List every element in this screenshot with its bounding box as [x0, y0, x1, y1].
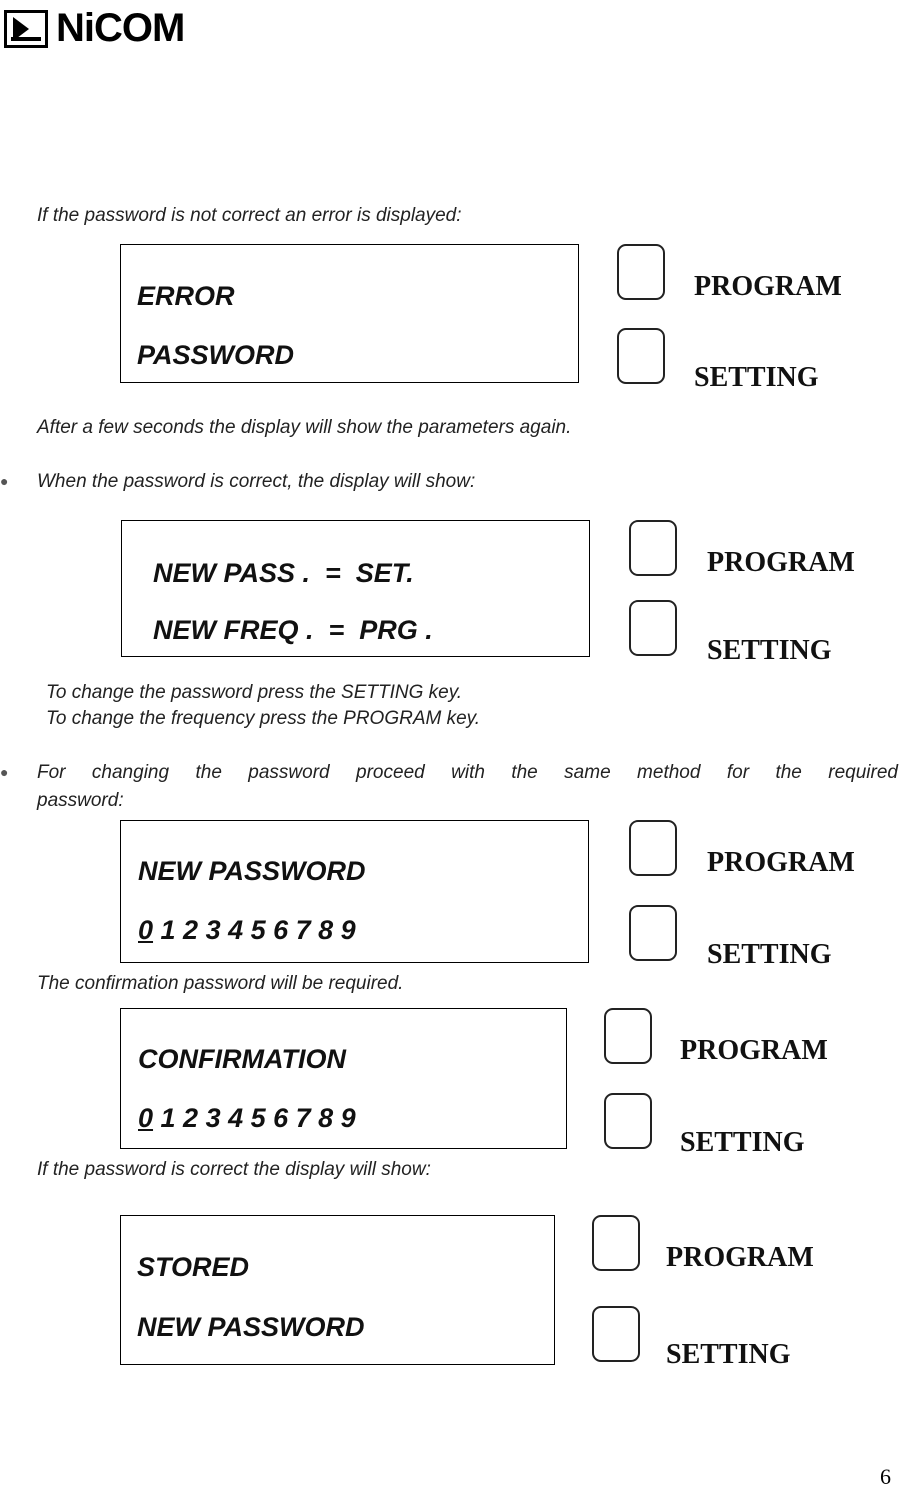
- lcd-line-1: ERROR: [137, 281, 235, 311]
- setting-key-label: SETTING: [707, 635, 832, 666]
- paragraph-after-seconds: After a few seconds the display will show the parameters again.: [37, 417, 572, 438]
- lcd-line-1: STORED: [137, 1252, 250, 1282]
- setting-key-label: SETTING: [666, 1339, 791, 1370]
- program-key-label: PROGRAM: [666, 1242, 814, 1273]
- lcd-line-2: NEW PASSWORD: [137, 1312, 365, 1342]
- paragraph-change-password: To change the password press the SETTING key.: [46, 682, 463, 703]
- lcd-display-confirmation: [120, 1008, 567, 1149]
- program-key-button[interactable]: [617, 244, 665, 300]
- digit-list: 1 2 3 4 5 6 7 8 9: [153, 915, 356, 945]
- setting-key-button[interactable]: [629, 905, 677, 961]
- lcd-display-error: [120, 244, 579, 383]
- lcd-line-1: NEW PASS . = SET.: [153, 558, 414, 588]
- lcd-line-1: CONFIRMATION: [138, 1044, 346, 1074]
- program-key-button[interactable]: [629, 820, 677, 876]
- lcd-display-new-password: [120, 820, 589, 963]
- paragraph-correct-display: If the password is correct the display will show:: [37, 1159, 431, 1180]
- program-key-label: PROGRAM: [694, 271, 842, 302]
- setting-key-label: SETTING: [680, 1127, 805, 1158]
- paragraph-change-frequency: To change the frequency press the PROGRAM key.: [46, 708, 481, 729]
- program-key-button[interactable]: [592, 1215, 640, 1271]
- setting-key-button[interactable]: [617, 328, 665, 384]
- setting-key-label: SETTING: [707, 939, 832, 970]
- bullet-icon: ●: [0, 764, 9, 780]
- lcd-line-2: NEW FREQ . = PRG .: [153, 615, 433, 645]
- setting-key-button[interactable]: [604, 1093, 652, 1149]
- lcd-line-2: [138, 915, 356, 945]
- setting-key-label: SETTING: [694, 362, 819, 393]
- paragraph-password-correct: When the password is correct, the display will show:: [37, 471, 476, 492]
- program-key-label: PROGRAM: [707, 547, 855, 578]
- paragraph-changing-password: For changing the password proceed with the same method for the required: [37, 762, 898, 783]
- program-key-label: PROGRAM: [707, 847, 855, 878]
- bullet-icon: ●: [0, 473, 9, 489]
- digit-list: 1 2 3 4 5 6 7 8 9: [153, 1103, 356, 1133]
- program-key-button[interactable]: [604, 1008, 652, 1064]
- page-number: 6: [880, 1464, 891, 1489]
- lcd-line-2: [138, 1103, 356, 1133]
- lcd-display-menu: [121, 520, 590, 657]
- brand-name: NiCOM: [56, 6, 185, 50]
- lcd-line-1: NEW PASSWORD: [138, 856, 366, 886]
- logo-mark-icon: [4, 10, 48, 48]
- setting-key-button[interactable]: [592, 1306, 640, 1362]
- lcd-display-stored: [120, 1215, 555, 1365]
- brand-logo: [4, 6, 224, 50]
- cursor-digit: 0: [138, 915, 154, 945]
- setting-key-button[interactable]: [629, 600, 677, 656]
- lcd-line-2: PASSWORD: [137, 340, 295, 370]
- program-key-label: PROGRAM: [680, 1035, 828, 1066]
- cursor-digit: 0: [138, 1103, 154, 1133]
- paragraph-confirmation-required: The confirmation password will be required.: [37, 973, 404, 994]
- paragraph-changing-password-cont: password:: [37, 790, 124, 811]
- paragraph-error-intro: If the password is not correct an error is displayed:: [37, 205, 462, 226]
- program-key-button[interactable]: [629, 520, 677, 576]
